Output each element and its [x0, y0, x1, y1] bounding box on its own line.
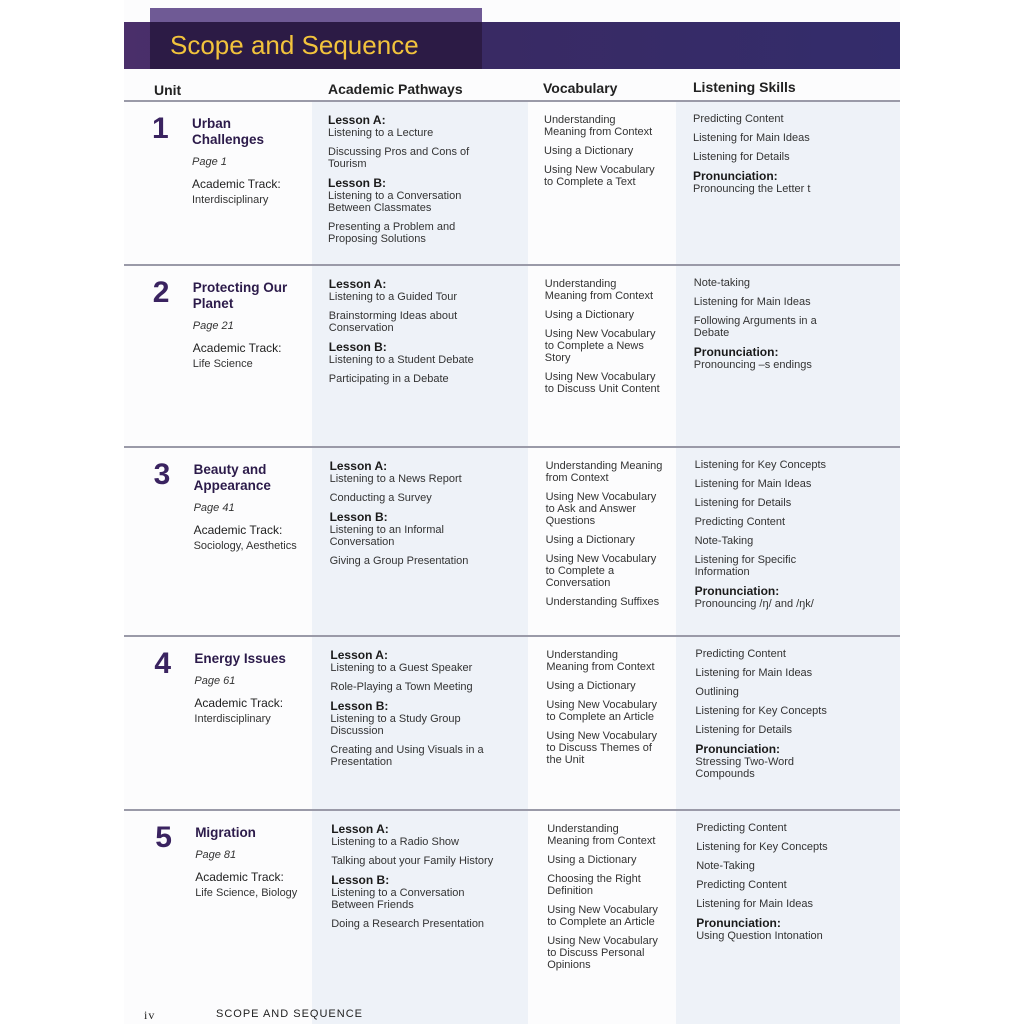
lesson-heading: Lesson A:	[329, 459, 388, 473]
pronunciation-heading: Pronunciation:	[693, 345, 779, 359]
unit-title-block	[192, 116, 281, 208]
academic-track: Interdisciplinary	[194, 713, 271, 725]
unit-page: Page 41	[193, 502, 235, 514]
academic-track-label: Academic Track:	[192, 177, 281, 191]
listening-list	[694, 277, 817, 378]
pronunciation-heading: Pronunciation:	[694, 584, 780, 598]
unit-title-block	[194, 462, 297, 554]
pathways-list	[330, 460, 469, 574]
listening-item: Listening for Main Ideas	[693, 296, 811, 308]
academic-track-label: Academic Track:	[192, 341, 282, 355]
vocabulary-list	[546, 649, 657, 773]
pathway-item: Conducting a Survey	[329, 492, 432, 504]
page-number: iv	[144, 1008, 156, 1022]
column-header-listening: Listening Skills	[693, 79, 796, 95]
pathways-list	[328, 114, 469, 252]
pathway-item: Listening to an Informal Conversation	[329, 524, 444, 548]
pathway-item: Listening to a News Report	[329, 473, 462, 485]
unit-title: Urban Challenges	[192, 116, 265, 147]
lesson-heading: Lesson B:	[328, 176, 387, 190]
unit-number: 4	[154, 647, 172, 680]
pathway-item: Listening to a Lecture	[328, 127, 434, 139]
vocabulary-item: Understanding Meaning from Context	[544, 278, 654, 302]
pathway-item: Listening to a Guest Speaker	[330, 662, 473, 674]
unit-title-block	[195, 825, 297, 901]
pathway-item: Creating and Using Visuals in a Presentation	[330, 744, 484, 768]
pathway-item: Listening to a Study Group Discussion	[330, 713, 461, 737]
unit-title: Protecting Our Planet	[192, 280, 288, 311]
vocabulary-list	[544, 114, 655, 195]
lesson-heading: Lesson A:	[330, 648, 388, 662]
listening-item: Predicting Content	[693, 113, 784, 125]
listening-item: Note-taking	[693, 277, 751, 289]
vocabulary-item: Understanding Suffixes	[545, 596, 660, 608]
pathway-item: Discussing Pros and Cons of Tourism	[328, 146, 470, 170]
listening-list	[693, 113, 810, 202]
pronunciation-heading: Pronunciation:	[693, 169, 778, 183]
vocabulary-item: Understanding Meaning from Context	[546, 649, 655, 673]
pathway-item: Listening to a Conversation Between Classmates	[328, 190, 462, 214]
vocabulary-item: Using a Dictionary	[545, 534, 635, 546]
row-divider	[124, 809, 900, 811]
vocabulary-item: Understanding Meaning from Context	[545, 460, 663, 484]
listening-item: Predicting Content	[695, 648, 786, 660]
vocabulary-list	[545, 278, 660, 402]
unit-number: 1	[152, 112, 169, 145]
listening-item: Stressing Two-Word Compounds	[695, 756, 795, 780]
pathway-item: Listening to a Conversation Between Friends	[331, 887, 465, 911]
listening-list	[695, 648, 826, 787]
pathways-list	[330, 649, 483, 775]
vocabulary-item: Using New Vocabulary to Complete an Article	[546, 699, 658, 723]
academic-track: Life Science, Biology	[195, 887, 298, 899]
unit-number: 5	[155, 821, 172, 854]
vocabulary-item: Using New Vocabulary to Discuss Unit Content	[544, 371, 660, 395]
lesson-heading: Lesson B:	[330, 699, 389, 713]
listening-item: Pronouncing the Letter t	[693, 183, 811, 195]
unit-title: Beauty and Appearance	[193, 462, 271, 493]
lesson-heading: Lesson B:	[329, 510, 388, 524]
listening-item: Listening for Key Concepts	[694, 459, 827, 471]
pathways-list	[331, 823, 493, 937]
listening-item: Listening for Details	[695, 724, 792, 736]
unit-title-block	[194, 651, 286, 727]
pathway-item: Participating in a Debate	[328, 373, 449, 385]
lesson-heading: Lesson B:	[331, 873, 390, 887]
column-header-pathways: Academic Pathways	[328, 81, 463, 97]
listening-item: Following Arguments in a Debate	[693, 315, 817, 339]
vocabulary-list	[546, 460, 663, 615]
listening-item: Note-Taking	[694, 535, 754, 547]
pathway-item: Talking about your Family History	[331, 855, 494, 867]
pathway-item: Listening to a Radio Show	[331, 836, 459, 848]
vocabulary-item: Using a Dictionary	[544, 309, 635, 321]
header-rule	[124, 100, 900, 102]
listening-item: Listening for Key Concepts	[695, 705, 827, 717]
listening-item: Using Question Intonation	[696, 930, 823, 942]
vocabulary-item: Using New Vocabulary to Discuss Themes of the Unit	[546, 730, 658, 766]
vocabulary-item: Understanding Meaning from Context	[544, 114, 653, 138]
lesson-heading: Lesson A:	[331, 822, 389, 836]
row-divider	[124, 446, 900, 448]
academic-track: Sociology, Aesthetics	[193, 540, 297, 552]
unit-number: 2	[152, 276, 170, 309]
listening-item: Predicting Content	[694, 516, 786, 528]
listening-item: Listening for Main Ideas	[696, 898, 813, 910]
pathway-item: Presenting a Problem and Proposing Solutions	[328, 221, 456, 245]
listening-item: Listening for Main Ideas	[694, 478, 812, 490]
listening-list	[695, 459, 826, 617]
pronunciation-heading: Pronunciation:	[695, 742, 781, 756]
vocabulary-item: Using New Vocabulary to Ask and Answer Questions	[545, 491, 657, 527]
listening-item: Listening for Main Ideas	[693, 132, 810, 144]
listening-item: Outlining	[695, 686, 739, 698]
pathway-item: Role-Playing a Town Meeting	[330, 681, 473, 693]
lesson-heading: Lesson A:	[328, 277, 387, 291]
lesson-heading: Lesson A:	[328, 113, 386, 127]
pathway-item: Listening to a Guided Tour	[328, 291, 458, 303]
vocabulary-item: Using New Vocabulary to Complete a Conversation	[545, 553, 657, 589]
pronunciation-heading: Pronunciation:	[696, 916, 781, 930]
unit-title: Energy Issues	[194, 651, 286, 666]
pathway-item: Listening to a Student Debate	[328, 354, 474, 366]
listening-item: Predicting Content	[696, 822, 787, 834]
pathway-item: Giving a Group Presentation	[329, 555, 469, 567]
unit-title-block	[193, 280, 288, 372]
academic-track-label: Academic Track:	[195, 870, 284, 884]
vocabulary-item: Using New Vocabulary to Complete a News Story	[544, 328, 656, 364]
listening-item: Listening for Details	[694, 497, 792, 509]
unit-page: Page 81	[195, 849, 237, 861]
listening-item: Note-Taking	[696, 860, 755, 872]
academic-track: Life Science	[192, 358, 253, 370]
unit-title: Migration	[195, 825, 256, 840]
row-divider	[124, 264, 900, 266]
page-title: Scope and Sequence	[170, 30, 419, 60]
listening-item: Listening for Details	[693, 151, 790, 163]
footer-label: SCOPE AND SEQUENCE	[216, 1008, 363, 1020]
vocabulary-list	[547, 823, 658, 978]
unit-number: 3	[153, 458, 171, 491]
listening-list	[696, 822, 827, 949]
column-header-vocabulary: Vocabulary	[543, 80, 618, 96]
listening-item: Pronouncing /ŋ/ and /ŋk/	[694, 598, 814, 610]
unit-page: Page 21	[192, 320, 234, 332]
vocabulary-item: Using a Dictionary	[544, 145, 634, 157]
pathway-item: Doing a Research Presentation	[331, 918, 485, 930]
listening-item: Listening for Main Ideas	[695, 667, 813, 679]
vocabulary-item: Using a Dictionary	[547, 854, 637, 866]
academic-track-label: Academic Track:	[193, 523, 283, 537]
pathways-list	[329, 278, 474, 392]
vocabulary-item: Using New Vocabulary to Discuss Personal Opinions	[547, 935, 658, 971]
academic-track: Interdisciplinary	[192, 194, 269, 206]
column-header-unit: Unit	[154, 82, 182, 98]
vocabulary-item: Choosing the Right Definition	[547, 873, 641, 897]
unit-page: Page 61	[194, 675, 236, 687]
listening-item: Predicting Content	[696, 879, 787, 891]
academic-track-label: Academic Track:	[194, 696, 284, 710]
vocabulary-item: Understanding Meaning from Context	[547, 823, 656, 847]
vocabulary-item: Using New Vocabulary to Complete a Text	[544, 164, 655, 188]
listening-item: Listening for Key Concepts	[696, 841, 828, 853]
vocabulary-item: Using New Vocabulary to Complete an Article	[547, 904, 658, 928]
listening-item: Pronouncing –s endings	[693, 359, 812, 371]
lesson-heading: Lesson B:	[328, 340, 387, 354]
row-divider	[124, 635, 900, 637]
pathway-item: Brainstorming Ideas about Conservation	[328, 310, 458, 334]
vocabulary-item: Using a Dictionary	[546, 680, 636, 692]
listening-item: Listening for Specific Information	[694, 554, 797, 578]
unit-page: Page 1	[192, 156, 227, 168]
